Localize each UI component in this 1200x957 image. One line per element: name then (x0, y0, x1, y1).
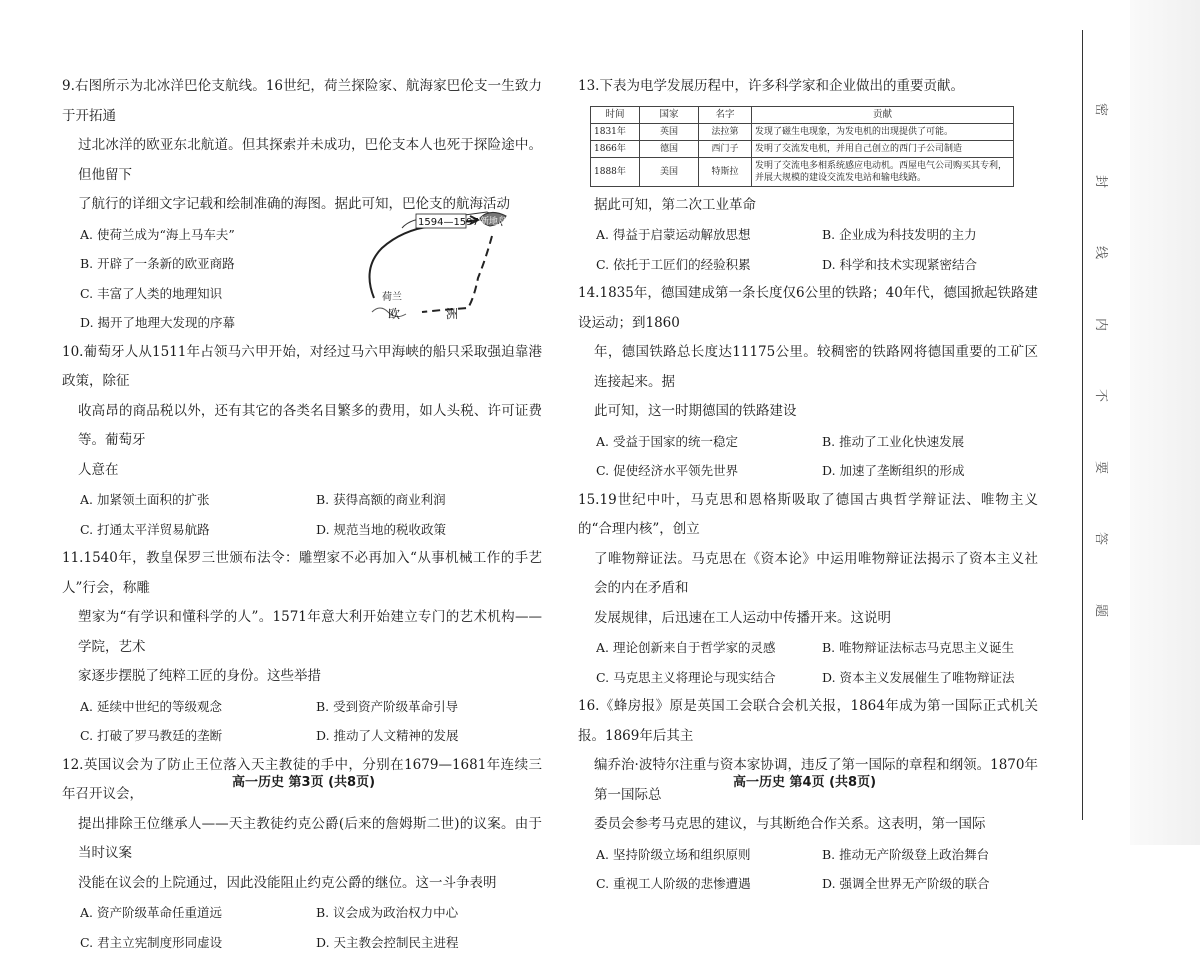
option-a[interactable]: A. 坚持阶级立场和组织原则 (596, 840, 812, 870)
option-b[interactable]: B. 唯物辩证法标志马克思主义诞生 (822, 633, 1038, 663)
option-d[interactable]: D. 资本主义发展催生了唯物辩证法 (822, 663, 1038, 693)
option-c[interactable]: C. 促使经济水平领先世界 (596, 456, 812, 486)
table-row (591, 157, 1014, 186)
left-column (62, 72, 542, 957)
option-c[interactable]: C. 马克思主义将理论与现实结合 (596, 663, 812, 693)
table-cell: 法拉第 (699, 123, 752, 140)
europe-label-1: 欧 (388, 307, 400, 321)
option-c[interactable]: C. 君主立宪制度形同虚设 (80, 928, 306, 957)
option-d[interactable]: D. 揭开了地理大发现的序幕 (80, 308, 542, 338)
option-b[interactable]: B. 受到资产阶级革命引导 (316, 692, 542, 722)
question-number: 15. (578, 492, 599, 508)
stem-line: 此可知，这一时期德国的铁路建设 (578, 397, 1038, 427)
table-cell: 德国 (640, 140, 699, 157)
stem-line: 了唯物辩证法。马克思在《资本论》中运用唯物辩证法揭示了资本主义社会的内在矛盾和 (578, 545, 1038, 604)
option-b[interactable]: B. 获得高额的商业利润 (316, 485, 542, 515)
table-cell: 发明了交流电多相系统感应电动机。西屋电气公司购买其专利，并展大规模的建设交流发电站和输电线路。 (752, 157, 1014, 186)
history-table (590, 106, 1014, 187)
question-12-options (62, 898, 542, 957)
binding-char: 线 (1093, 246, 1112, 259)
stem-line: 英国议会为了防止王位落入天主教徒的手中，分别在1679—1681年连续三年召开议会， (62, 757, 542, 803)
option-a[interactable]: A. 受益于国家的统一稳定 (596, 427, 812, 457)
binding-char: 封 (1093, 175, 1112, 188)
option-a[interactable]: A. 资产阶级革命任重道远 (80, 898, 306, 928)
option-d[interactable]: D. 推动了人文精神的发展 (316, 721, 542, 751)
page-footer-left: 高一历史 第3页 (共8页) (232, 771, 375, 790)
map-svg (362, 208, 512, 338)
table-cell: 1866年 (591, 140, 640, 157)
option-d[interactable]: D. 加速了垄断组织的形成 (822, 456, 1038, 486)
question-number: 14. (578, 285, 599, 301)
europe-label-2: 洲 (446, 307, 458, 321)
stem-line: 19世纪中叶，马克思和恩格斯吸取了德国古典哲学辩证法、唯物主义的“合理内核”，创立 (578, 492, 1038, 538)
question-number: 11. (62, 550, 83, 566)
option-d[interactable]: D. 强调全世界无产阶级的联合 (822, 869, 1038, 899)
question-11 (62, 544, 542, 751)
question-11-stem (62, 544, 542, 692)
question-15 (578, 486, 1038, 693)
stem-line: 收高昂的商品税以外，还有其它的各类名目繁多的费用，如人头税、许可证费等。葡萄牙 (62, 397, 542, 456)
binding-char: 内 (1093, 318, 1112, 331)
scan-edge-shade (1130, 0, 1200, 845)
question-13-options (578, 220, 1038, 279)
stem-line: 下表为电学发展历程中，许多科学家和企业做出的重要贡献。 (599, 78, 964, 94)
option-a[interactable]: A. 使荷兰成为“海上马车夫” (80, 220, 542, 250)
netherlands-label: 荷兰 (382, 290, 402, 303)
question-14-options (578, 427, 1038, 486)
binding-notice (1088, 100, 1118, 620)
route-line (370, 220, 479, 298)
table-cell: 1888年 (591, 157, 640, 186)
option-a[interactable]: A. 理论创新来自于哲学家的灵感 (596, 633, 812, 663)
stem-line: 年，德国铁路总长度达11175公里。较稠密的铁路网将德国重要的工矿区连接起来。据 (578, 338, 1038, 397)
table-cell: 西门子 (699, 140, 752, 157)
option-c[interactable]: C. 丰富了人类的地理知识 (80, 279, 542, 309)
option-c[interactable]: C. 打通太平洋贸易航路 (80, 515, 306, 545)
table-header: 时间 (591, 106, 640, 123)
table-header: 国家 (640, 106, 699, 123)
binding-char: 题 (1093, 604, 1112, 617)
binding-char: 不 (1093, 389, 1112, 402)
stem-line: 提出排除王位继承人——天主教徒约克公爵(后来的詹姆斯二世)的议案。由于当时议案 (62, 810, 542, 869)
question-10-stem (62, 338, 542, 486)
table-cell: 美国 (640, 157, 699, 186)
stem-line: 人意在 (62, 456, 542, 486)
option-d[interactable]: D. 规范当地的税收政策 (316, 515, 542, 545)
stem-line: 了航行的详细文字记载和绘制准确的海图。据此可知，巴伦支的航海活动 (62, 190, 542, 220)
table-row (591, 140, 1014, 157)
barents-route-map (362, 208, 512, 338)
question-11-options (62, 692, 542, 751)
question-16 (578, 692, 1038, 899)
question-9-stem (62, 72, 542, 220)
table-cell: 1831年 (591, 123, 640, 140)
option-d[interactable]: D. 科学和技术实现紧密结合 (822, 250, 1038, 280)
question-10-options (62, 485, 542, 544)
binding-char: 密 (1093, 103, 1112, 116)
table-row (591, 123, 1014, 140)
binding-char: 要 (1093, 461, 1112, 474)
question-15-stem (578, 486, 1038, 634)
binding-line (1082, 30, 1083, 820)
stem-line: 右图所示为北冰洋巴伦支航线。16世纪，荷兰探险家、航海家巴伦支一生致力于开拓通 (62, 78, 542, 124)
option-b[interactable]: B. 开辟了一条新的欧亚商路 (80, 249, 542, 279)
question-number: 16. (578, 698, 599, 714)
question-15-options (578, 633, 1038, 692)
option-a[interactable]: A. 得益于启蒙运动解放思想 (596, 220, 812, 250)
option-b[interactable]: B. 企业成为科技发明的主力 (822, 220, 1038, 250)
stem-line: 1540年，教皇保罗三世颁布法令：雕塑家不必再加入“从事机械工作的手艺人”行会，称雕 (62, 550, 542, 596)
return-route-line (422, 236, 492, 312)
option-b[interactable]: B. 推动无产阶级登上政治舞台 (822, 840, 1038, 870)
stem-line: 发展规律，后迅速在工人运动中传播开来。这说明 (578, 604, 1038, 634)
option-c[interactable]: C. 打破了罗马教廷的垄断 (80, 721, 306, 751)
question-13 (578, 72, 1038, 279)
option-a[interactable]: A. 延续中世纪的等级观念 (80, 692, 306, 722)
stem-line: 塑家为“有学识和懂科学的人”。1571年意大利开始建立专门的艺术机构——学院，艺术 (62, 603, 542, 662)
stem-line: 家逐步摆脱了纯粹工匠的身份。这些举措 (62, 662, 542, 692)
table-header: 名字 (699, 106, 752, 123)
option-c[interactable]: C. 依托于工匠们的经验积累 (596, 250, 812, 280)
question-9 (62, 72, 542, 338)
stem-line: 委员会参考马克思的建议，与其断绝合作关系。这表明，第一国际 (578, 810, 1038, 840)
table-cell: 发现了磁生电现象，为发电机的出现提供了可能。 (752, 123, 1014, 140)
option-a[interactable]: A. 加紧领土面积的扩张 (80, 485, 306, 515)
table-cell: 英国 (640, 123, 699, 140)
region-label: 新地岛 (480, 215, 507, 227)
question-14 (578, 279, 1038, 486)
question-10 (62, 338, 542, 545)
stem-line: 编乔治·波特尔注重与资本家协调，违反了第一国际的章程和纲领。1870年第一国际总 (578, 751, 1038, 810)
question-16-options (578, 840, 1038, 899)
option-b[interactable]: B. 推动了工业化快速发展 (822, 427, 1038, 457)
question-13-stem (578, 72, 1038, 102)
binding-char: 答 (1093, 532, 1112, 545)
question-number: 9. (62, 78, 75, 94)
question-13-tail: 据此可知，第二次工业革命 (578, 191, 1038, 221)
question-16-stem (578, 692, 1038, 840)
option-c[interactable]: C. 重视工人阶级的悲惨遭遇 (596, 869, 812, 899)
question-number: 13. (578, 78, 599, 94)
table-header-row (591, 106, 1014, 123)
stem-line: 《蜂房报》原是英国工会联合会机关报，1864年成为第一国际正式机关报。1869年后其主 (578, 698, 1038, 744)
table-header: 贡献 (752, 106, 1014, 123)
option-d[interactable]: D. 天主教会控制民主进程 (316, 928, 542, 957)
table-cell: 特斯拉 (699, 157, 752, 186)
stem-line: 过北冰洋的欧亚东北航道。但其探索并未成功，巴伦支本人也死于探险途中。但他留下 (62, 131, 542, 190)
stem-line: 1835年，德国建成第一条长度仅6公里的铁路；40年代，德国掀起铁路建设运动；到1860 (578, 285, 1038, 331)
stem-line: 葡萄牙人从1511年占领马六甲开始，对经过马六甲海峡的船只采取强迫靠港政策，除征 (62, 344, 542, 390)
route-label: 1594—1597 (418, 217, 479, 228)
question-number: 12. (62, 757, 83, 773)
stem-line: 没能在议会的上院通过，因此没能阻止约克公爵的继位。这一斗争表明 (62, 869, 542, 899)
page-footer-right: 高一历史 第4页 (共8页) (733, 771, 876, 790)
question-number: 10. (62, 344, 83, 360)
question-14-stem (578, 279, 1038, 427)
table-cell: 发明了交流发电机，并用自己创立的西门子公司制造 (752, 140, 1014, 157)
option-b[interactable]: B. 议会成为政治权力中心 (316, 898, 542, 928)
